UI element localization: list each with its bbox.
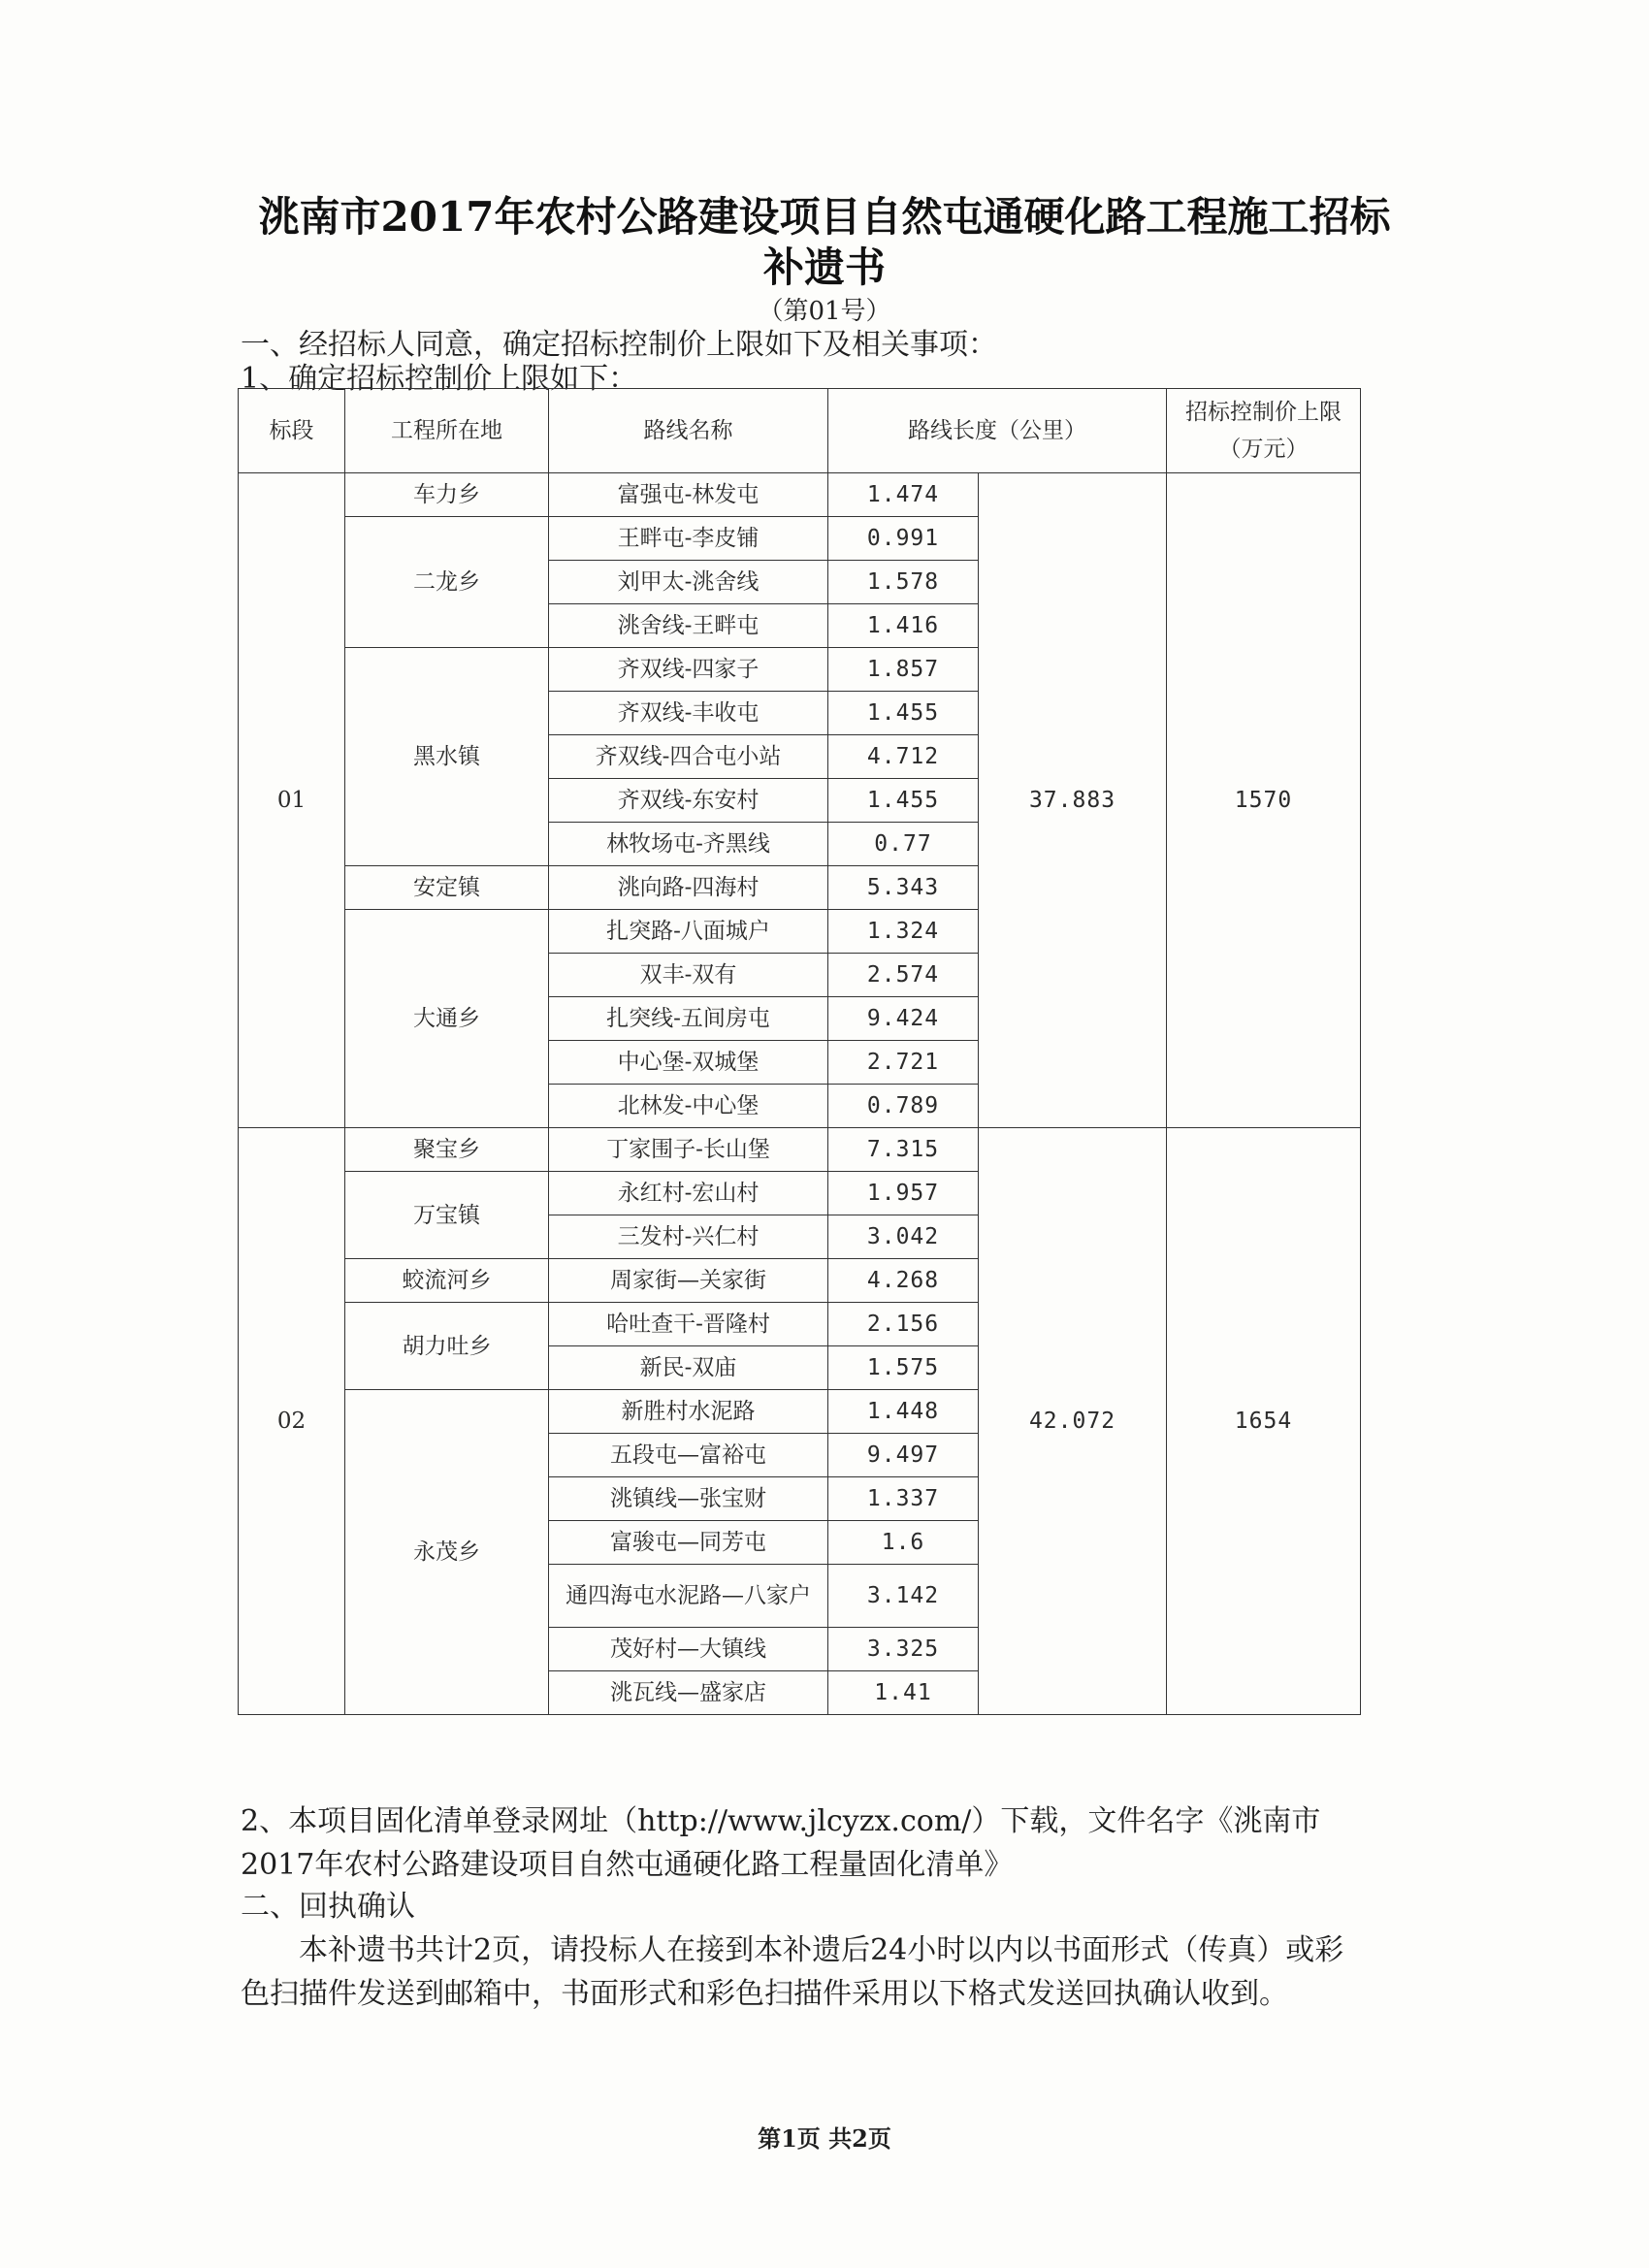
cell-route-name: 周家街—关家街 bbox=[549, 1259, 828, 1303]
section-1-subheading: 1、确定招标控制价上限如下： bbox=[241, 362, 638, 396]
cell-route-name: 王畔屯-李皮铺 bbox=[549, 517, 828, 561]
document-title bbox=[194, 192, 1455, 293]
cell-route-length: 1.575 bbox=[828, 1346, 979, 1390]
cell-route-length: 7.315 bbox=[828, 1128, 979, 1172]
cell-route-length: 1.41 bbox=[828, 1671, 979, 1715]
cell-route-length: 4.268 bbox=[828, 1259, 979, 1303]
table-body bbox=[239, 473, 1361, 1715]
cell-route-name: 双丰-双有 bbox=[549, 954, 828, 997]
cell-location: 万宝镇 bbox=[345, 1172, 549, 1259]
cell-route-length: 1.857 bbox=[828, 648, 979, 692]
cell-route-name: 齐双线-四合屯小站 bbox=[549, 735, 828, 779]
title-line-2: 补遗书 bbox=[762, 243, 886, 291]
cell-route-length: 1.337 bbox=[828, 1477, 979, 1521]
cell-route-name: 齐双线-丰收屯 bbox=[549, 692, 828, 735]
cell-price-cap: 1654 bbox=[1167, 1128, 1361, 1715]
cell-route-length: 1.6 bbox=[828, 1521, 979, 1565]
cell-segment: 01 bbox=[239, 473, 345, 1128]
cell-route-name: 丁家围子-长山堡 bbox=[549, 1128, 828, 1172]
cell-route-length: 1.957 bbox=[828, 1172, 979, 1215]
cell-route-name: 洮瓦线—盛家店 bbox=[549, 1671, 828, 1715]
paragraph-receipt-confirmation: 本补遗书共计2页，请投标人在接到本补遗后24小时以内以书面形式（传真）或彩色扫描件发送到邮箱中，书面形式和彩色扫描件采用以下格式发送回执确认收到。 bbox=[241, 1933, 1344, 2011]
table-header-row bbox=[239, 389, 1361, 473]
header-route: 路线名称 bbox=[549, 389, 828, 473]
cell-route-length: 4.712 bbox=[828, 735, 979, 779]
cell-location: 胡力吐乡 bbox=[345, 1303, 549, 1390]
cell-segment: 02 bbox=[239, 1128, 345, 1715]
cell-route-length: 1.448 bbox=[828, 1390, 979, 1434]
paragraph-download-info: 2、本项目固化清单登录网址（http://www.jlcyzx.com/）下载，文件名字《洮南市2017年农村公路建设项目自然屯通硬化路工程量固化清单》 bbox=[241, 1804, 1321, 1882]
cell-route-name: 中心堡-双城堡 bbox=[549, 1041, 828, 1085]
cell-total-length: 42.072 bbox=[979, 1128, 1167, 1715]
cell-route-name: 新胜村水泥路 bbox=[549, 1390, 828, 1434]
cell-route-name: 齐双线-东安村 bbox=[549, 779, 828, 823]
cell-route-length: 1.416 bbox=[828, 604, 979, 648]
cell-route-name: 刘甲太-洮舍线 bbox=[549, 561, 828, 604]
cell-route-length: 2.156 bbox=[828, 1303, 979, 1346]
cell-route-name: 富骏屯—同芳屯 bbox=[549, 1521, 828, 1565]
cell-route-length: 1.578 bbox=[828, 561, 979, 604]
cell-route-name: 哈吐查干-晋隆村 bbox=[549, 1303, 828, 1346]
cell-price-cap: 1570 bbox=[1167, 473, 1361, 1128]
bid-price-table bbox=[238, 388, 1361, 1715]
cell-location: 大通乡 bbox=[345, 910, 549, 1128]
cell-location: 黑水镇 bbox=[345, 648, 549, 866]
cell-route-length: 9.424 bbox=[828, 997, 979, 1041]
cell-location: 聚宝乡 bbox=[345, 1128, 549, 1172]
page-footer: 第1页 共2页 bbox=[758, 2124, 891, 2153]
section-2-heading: 二、回执确认 bbox=[241, 1890, 415, 1924]
cell-route-length: 0.991 bbox=[828, 517, 979, 561]
cell-route-name: 洮向路-四海村 bbox=[549, 866, 828, 910]
cell-total-length: 37.883 bbox=[979, 473, 1167, 1128]
cell-route-length: 1.455 bbox=[828, 779, 979, 823]
cell-route-length: 2.574 bbox=[828, 954, 979, 997]
cell-route-length: 3.325 bbox=[828, 1628, 979, 1671]
title-line-1: 洮南市2017年农村公路建设项目自然屯通硬化路工程施工招标 bbox=[258, 193, 1391, 241]
cell-route-name: 林牧场屯-齐黑线 bbox=[549, 823, 828, 866]
cell-location: 二龙乡 bbox=[345, 517, 549, 648]
cell-route-name: 新民-双庙 bbox=[549, 1346, 828, 1390]
cell-location: 安定镇 bbox=[345, 866, 549, 910]
cell-route-name: 扎突线-五间房屯 bbox=[549, 997, 828, 1041]
section-1-heading: 一、经招标人同意，确定招标控制价上限如下及相关事项： bbox=[241, 328, 997, 362]
header-price: 招标控制价上限（万元） bbox=[1167, 389, 1361, 473]
cell-route-name: 永红村-宏山村 bbox=[549, 1172, 828, 1215]
cell-route-name: 三发村-兴仁村 bbox=[549, 1215, 828, 1259]
cell-route-length: 3.142 bbox=[828, 1565, 979, 1628]
cell-route-name: 北林发-中心堡 bbox=[549, 1085, 828, 1128]
cell-route-length: 0.77 bbox=[828, 823, 979, 866]
cell-route-length: 0.789 bbox=[828, 1085, 979, 1128]
cell-route-length: 2.721 bbox=[828, 1041, 979, 1085]
header-length: 路线长度（公里） bbox=[828, 389, 1167, 473]
cell-route-length: 3.042 bbox=[828, 1215, 979, 1259]
header-segment: 标段 bbox=[239, 389, 345, 473]
cell-route-length: 1.324 bbox=[828, 910, 979, 954]
cell-route-length: 1.474 bbox=[828, 473, 979, 517]
cell-route-name: 齐双线-四家子 bbox=[549, 648, 828, 692]
cell-route-name: 洮舍线-王畔屯 bbox=[549, 604, 828, 648]
cell-location: 车力乡 bbox=[345, 473, 549, 517]
cell-route-name: 通四海屯水泥路—八家户 bbox=[549, 1565, 828, 1628]
cell-route-length: 9.497 bbox=[828, 1434, 979, 1477]
cell-route-name: 扎突路-八面城户 bbox=[549, 910, 828, 954]
cell-route-name: 五段屯—富裕屯 bbox=[549, 1434, 828, 1477]
cell-location: 永茂乡 bbox=[345, 1390, 549, 1715]
cell-route-length: 5.343 bbox=[828, 866, 979, 910]
cell-location: 蛟流河乡 bbox=[345, 1259, 549, 1303]
table-row bbox=[239, 1128, 1361, 1172]
header-location: 工程所在地 bbox=[345, 389, 549, 473]
cell-route-name: 茂好村—大镇线 bbox=[549, 1628, 828, 1671]
issue-number: （第01号） bbox=[758, 297, 891, 326]
table-row bbox=[239, 473, 1361, 517]
cell-route-length: 1.455 bbox=[828, 692, 979, 735]
cell-route-name: 洮镇线—张宝财 bbox=[549, 1477, 828, 1521]
cell-route-name: 富强屯-林发屯 bbox=[549, 473, 828, 517]
